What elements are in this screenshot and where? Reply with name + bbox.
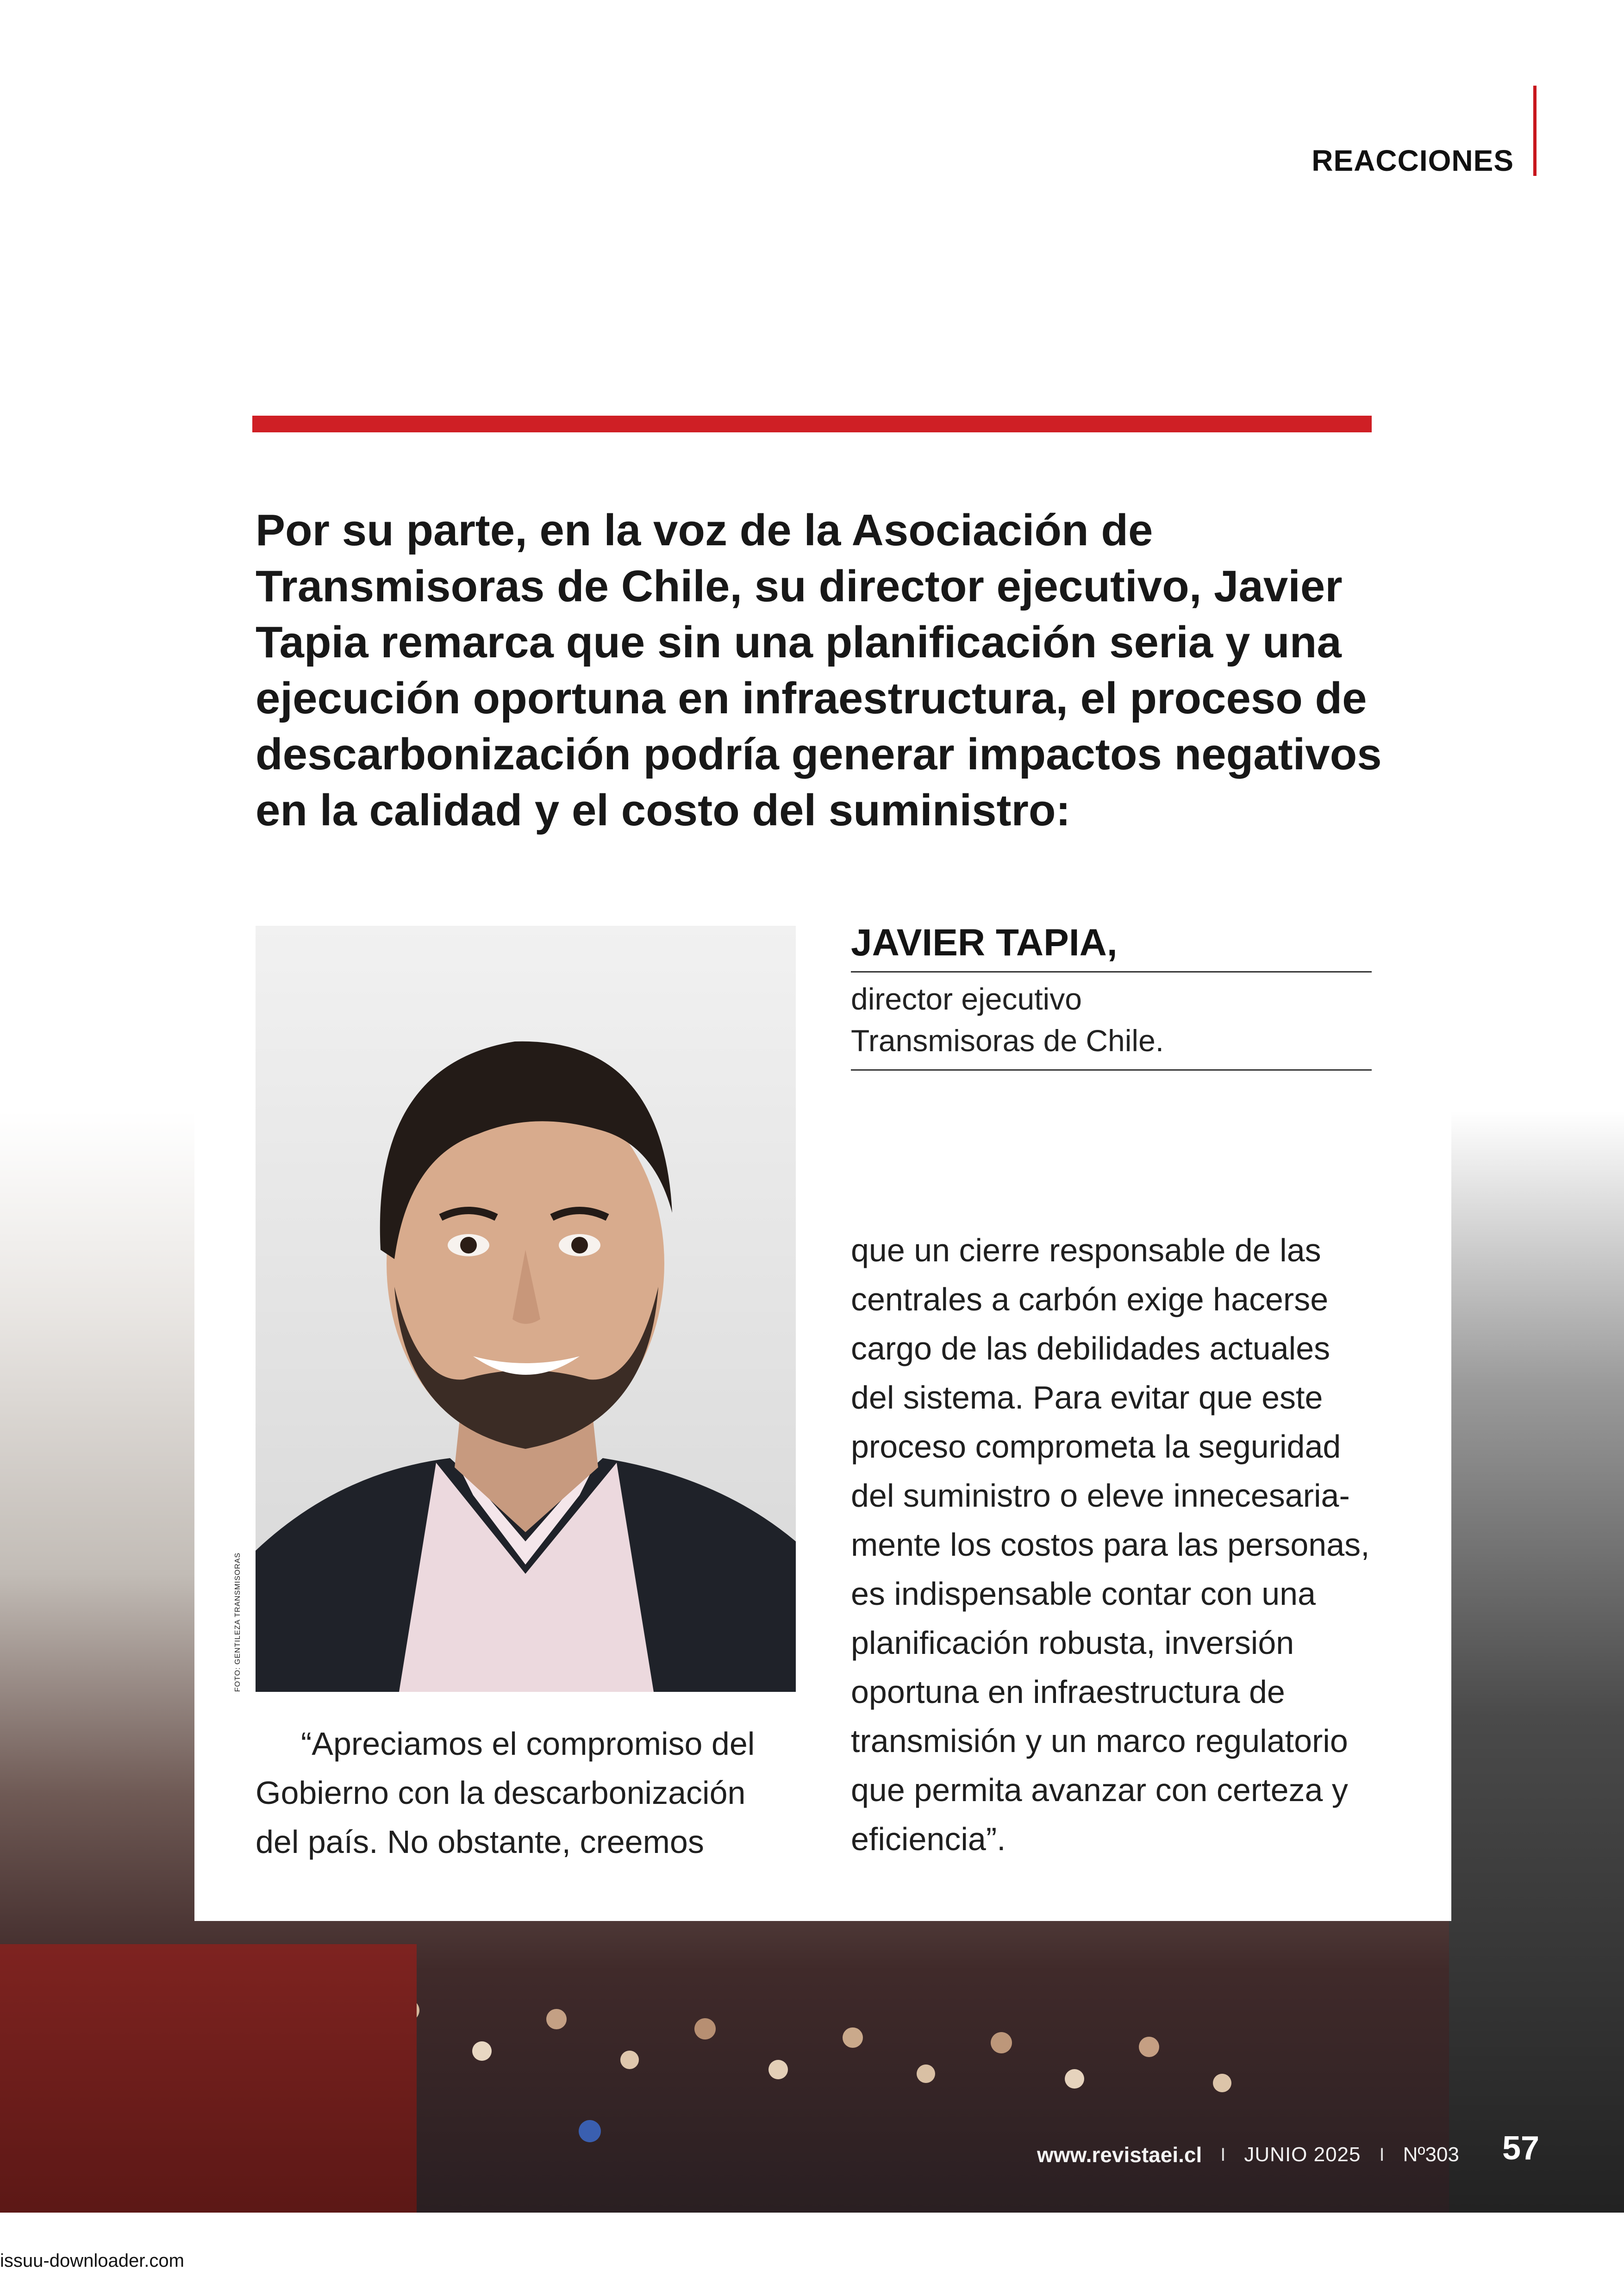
footer-url[interactable]: www.revistaei.cl — [1037, 2143, 1202, 2167]
quote-line: del país. No obstante, creemos — [256, 1824, 704, 1860]
person-name: JAVIER TAPIA, — [851, 922, 1118, 964]
quote-line: es indispensable contar con una — [851, 1576, 1316, 1612]
lead-paragraph — [256, 502, 1413, 838]
accent-bar — [252, 416, 1372, 432]
lead-line: Transmisoras de Chile, su director ejecutivo, Javier — [256, 561, 1343, 611]
footer-date: JUNIO 2025 — [1244, 2143, 1361, 2166]
quote-line: eficiencia”. — [851, 1821, 1006, 1857]
quote-line: que permita avanzar con certeza y — [851, 1772, 1348, 1808]
lead-line: descarbonización podría generar impactos negativos — [256, 730, 1382, 779]
quote-line: cargo de las debilidades actuales — [851, 1330, 1330, 1366]
person-role: director ejecutivo — [851, 982, 1082, 1016]
quote-line: “Apreciamos el compromiso del — [301, 1726, 755, 1762]
quote-line: transmisión y un marco regulatorio — [851, 1723, 1348, 1759]
page-footer — [1037, 2134, 1459, 2176]
quote-line: Gobierno con la descarbonización — [256, 1775, 746, 1811]
watermark: issuu-downloader.com — [0, 2251, 184, 2271]
header-rule — [1533, 86, 1537, 176]
person-organization: Transmisoras de Chile. — [851, 1023, 1164, 1058]
lead-line: en la calidad y el costo del suministro: — [256, 786, 1071, 835]
photo-credit: FOTO: GENTILEZA TRANSMISORAS — [234, 1552, 242, 1692]
footer-issue: Nº303 — [1403, 2143, 1459, 2166]
background-photo-right — [1449, 1111, 1624, 2213]
name-divider — [851, 1069, 1372, 1071]
quote-line: del suministro o eleve innecesaria- — [851, 1478, 1350, 1514]
footer-separator: I — [1220, 2144, 1226, 2165]
page-number: 57 — [1502, 2130, 1540, 2167]
lead-line: Tapia remarca que sin una planificación seria y una — [256, 617, 1342, 667]
lead-line: Por su parte, en la voz de la Asociación de — [256, 505, 1153, 555]
quote-line: oportuna en infraestructura de — [851, 1674, 1285, 1710]
quote-line: proceso comprometa la seguridad — [851, 1428, 1341, 1465]
background-red-seats — [0, 1944, 417, 2213]
quote-line: del sistema. Para evitar que este — [851, 1379, 1323, 1416]
bottom-margin — [0, 2213, 1624, 2295]
quote-line: que un cierre responsable de las — [851, 1232, 1321, 1268]
section-label: REACCIONES — [1312, 144, 1514, 177]
lead-line: ejecución oportuna en infraestructura, el proceso de — [256, 674, 1367, 723]
quote-line: mente los costos para las personas, — [851, 1527, 1370, 1563]
footer-separator: I — [1379, 2144, 1385, 2165]
quote-line: planificación robusta, inversión — [851, 1625, 1294, 1661]
name-divider — [851, 971, 1372, 973]
quote-line: centrales a carbón exige hacerse — [851, 1281, 1329, 1317]
portrait-photo — [256, 926, 796, 1692]
